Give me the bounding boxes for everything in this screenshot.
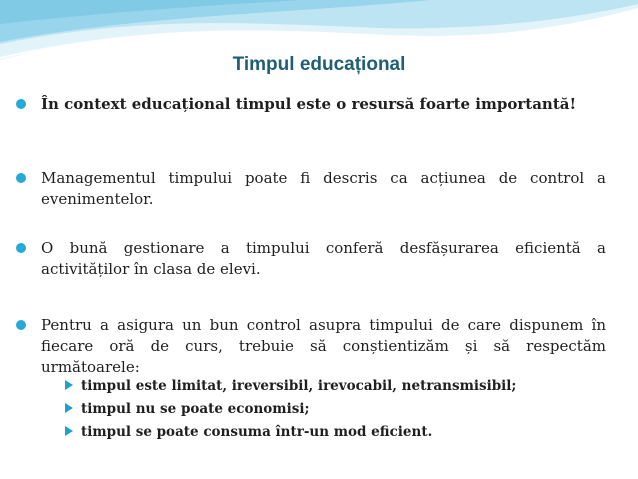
bullet-dot-icon xyxy=(16,320,26,330)
sub-bullet-item xyxy=(65,377,605,396)
bullet-item xyxy=(16,94,606,115)
sub-bullet-item xyxy=(65,400,605,419)
bullet-text: O bună gestionare a timpului conferă desfășurarea eficientă a activităților în clasa de elevi. xyxy=(41,239,606,278)
arrow-bullet-icon xyxy=(65,403,73,413)
bullet-text: Managementul timpului poate fi descris ca acțiunea de control a evenimentelor. xyxy=(41,169,606,208)
arrow-bullet-icon xyxy=(65,426,73,436)
sub-bullet-item xyxy=(65,423,605,442)
bullet-dot-icon xyxy=(16,243,26,253)
bullet-text: Pentru a asigura un bun control asupra timpului de care dispunem în fiecare oră de curs, trebuie să conștientizăm și să respectăm următoarele: xyxy=(41,316,606,376)
sub-bullet-text: timpul nu se poate economisi; xyxy=(81,401,310,417)
bullet-item xyxy=(16,168,606,210)
sub-bullet-text: timpul este limitat, ireversibil, irevocabil, netransmisibil; xyxy=(81,378,517,394)
slide-title: Timpul educațional xyxy=(232,54,406,75)
arrow-bullet-icon xyxy=(65,380,73,390)
bullet-text: În context educațional timpul este o resursă foarte importantă! xyxy=(41,95,577,113)
bullet-dot-icon xyxy=(16,99,26,109)
bullet-item xyxy=(16,315,606,378)
bullet-item xyxy=(16,238,606,280)
bullet-dot-icon xyxy=(16,173,26,183)
sub-bullet-text: timpul se poate consuma într-un mod eficient. xyxy=(81,424,433,440)
